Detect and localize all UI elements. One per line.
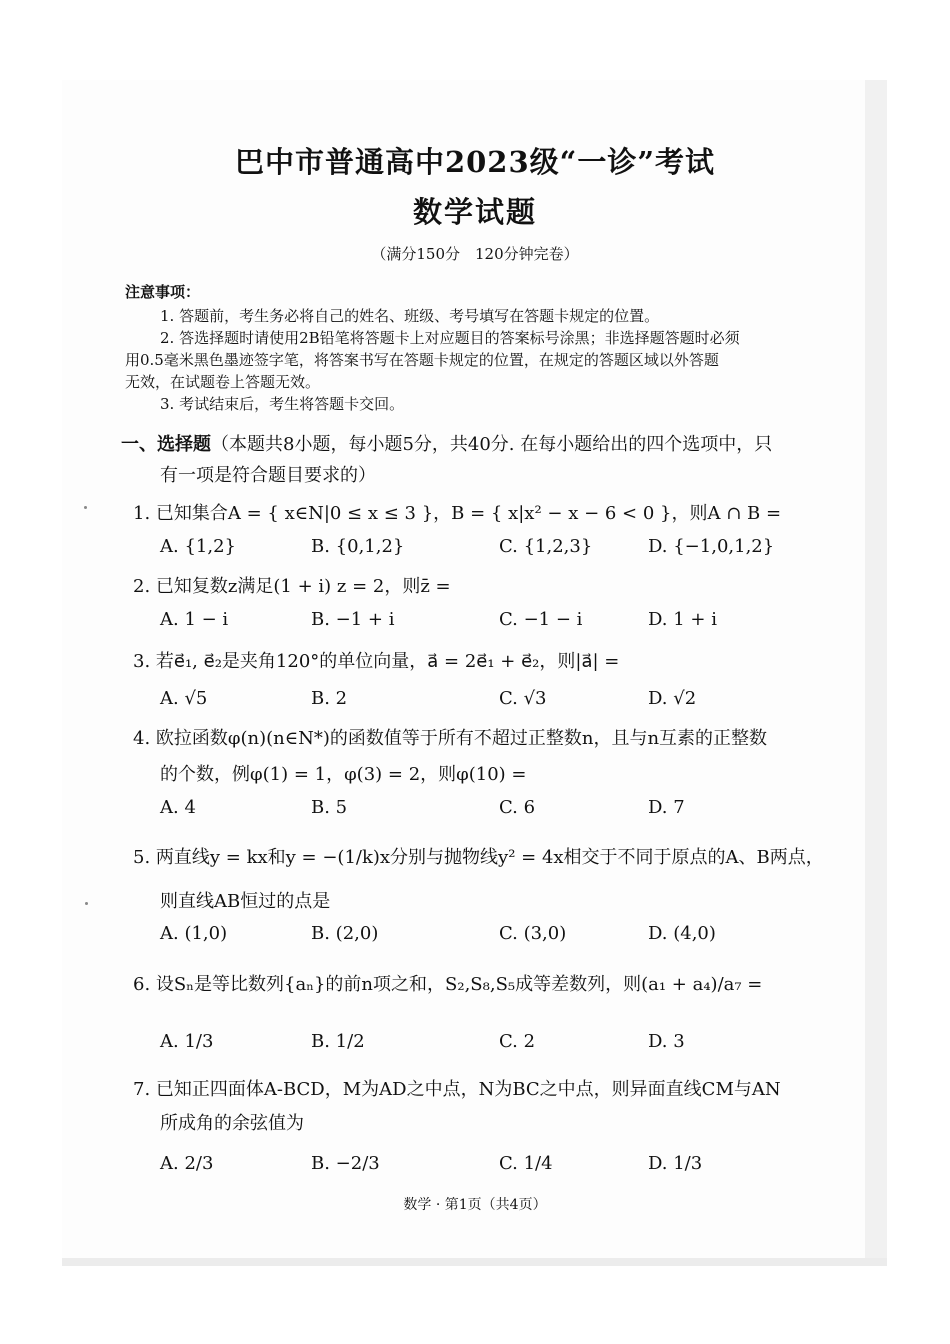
option-c: C. 6	[499, 797, 536, 818]
option-d: D. 3	[648, 1031, 685, 1052]
question-4-stem: 4. 欧拉函数φ(n)(n∈N*)的函数值等于所有不超过正整数n，且与n互素的正整数	[133, 728, 768, 749]
question-4-stem-cont: 的个数，例φ(1) = 1，φ(3) = 2，则φ(10) =	[160, 764, 527, 785]
option-a: A. 1/3	[160, 1031, 214, 1052]
option-c: C. −1 − i	[499, 609, 583, 630]
question-3-stem: 3. 若e⃗₁, e⃗₂是夹角120°的单位向量，a⃗ = 2e⃗₁ + e⃗₂，则|a⃗| =	[133, 651, 620, 672]
option-d: D. {−1,0,1,2}	[648, 536, 775, 557]
notice-line: 2. 答选择题时请使用2B铅笔将答题卡上对应题目的答案标号涂黑；非选择题答题时必须	[160, 329, 740, 347]
question-7-stem: 7. 已知正四面体A-BCD，M为AD之中点，N为BC之中点，则异面直线CM与AN	[133, 1079, 781, 1100]
question-2-stem: 2. 已知复数z满足(1 + i) z = 2，则z̄ =	[133, 576, 451, 597]
option-a: A. 1 − i	[160, 609, 229, 630]
option-d: D. (4,0)	[648, 923, 716, 944]
notice-line: 用0.5毫米黑色墨迹签字笔，将答案书写在答题卡规定的位置，在规定的答题区域以外答题	[125, 351, 719, 369]
scan-speck	[84, 506, 87, 509]
option-d: D. √2	[648, 688, 697, 709]
option-a: A. √5	[160, 688, 208, 709]
section-heading	[121, 430, 772, 456]
scan-speck	[85, 902, 88, 905]
option-b: B. (2,0)	[311, 923, 379, 944]
option-d: D. 1 + i	[648, 609, 717, 630]
option-b: B. 1/2	[311, 1031, 365, 1052]
option-a: A. 2/3	[160, 1153, 214, 1174]
option-a: A. (1,0)	[160, 923, 228, 944]
option-b: B. 2	[311, 688, 348, 709]
option-d: D. 7	[648, 797, 685, 818]
score-note: （满分150分 120分钟完卷）	[371, 245, 579, 263]
option-b: B. −1 + i	[311, 609, 395, 630]
option-b: B. −2/3	[311, 1153, 380, 1174]
notice-line: 无效，在试题卷上答题无效。	[125, 373, 321, 391]
option-c: C. {1,2,3}	[499, 536, 593, 557]
section-desc-cont: 有一项是符合题目要求的）	[160, 465, 376, 486]
question-6-stem: 6. 设Sₙ是等比数列{aₙ}的前n项之和，S₂,S₈,S₅成等差数列，则(a₁ + a₄)/a₇ =	[133, 974, 763, 995]
question-7-stem-cont: 所成角的余弦值为	[160, 1113, 304, 1134]
page-edge-shadow-bottom	[62, 1258, 887, 1266]
option-d: D. 1/3	[648, 1153, 703, 1174]
exam-title: 巴中市普通高中2023级“一诊”考试	[234, 145, 716, 179]
notice-heading: 注意事项：	[125, 283, 201, 301]
notice-line: 3. 考试结束后，考生将答题卡交回。	[160, 395, 405, 413]
option-b: B. {0,1,2}	[311, 536, 405, 557]
question-1-stem: 1. 已知集合A = { x∈N|0 ≤ x ≤ 3 }，B = { x|x² − x − 6 < 0 }，则A ∩ B =	[133, 503, 782, 524]
option-c: C. 1/4	[499, 1153, 553, 1174]
section-number: 一、	[121, 434, 157, 455]
page-footer: 数学 · 第1页（共4页）	[403, 1197, 547, 1213]
section-desc: （本题共8小题，每小题5分，共40分. 在每小题给出的四个选项中，只	[211, 434, 773, 455]
question-5-stem-cont: 则直线AB恒过的点是	[160, 891, 331, 912]
option-a: A. {1,2}	[160, 536, 236, 557]
option-c: C. 2	[499, 1031, 536, 1052]
section-name: 选择题	[157, 434, 211, 455]
option-b: B. 5	[311, 797, 348, 818]
option-a: A. 4	[160, 797, 196, 818]
question-5-stem: 5. 两直线y = kx和y = −(1/k)x分别与抛物线y² = 4x相交于不同于原点的A、B两点，	[133, 847, 824, 868]
subject-title: 数学试题	[412, 195, 537, 229]
notice-line: 1. 答题前，考生务必将自己的姓名、班级、考号填写在答题卡规定的位置。	[160, 307, 660, 325]
option-c: C. √3	[499, 688, 547, 709]
option-c: C. (3,0)	[499, 923, 567, 944]
